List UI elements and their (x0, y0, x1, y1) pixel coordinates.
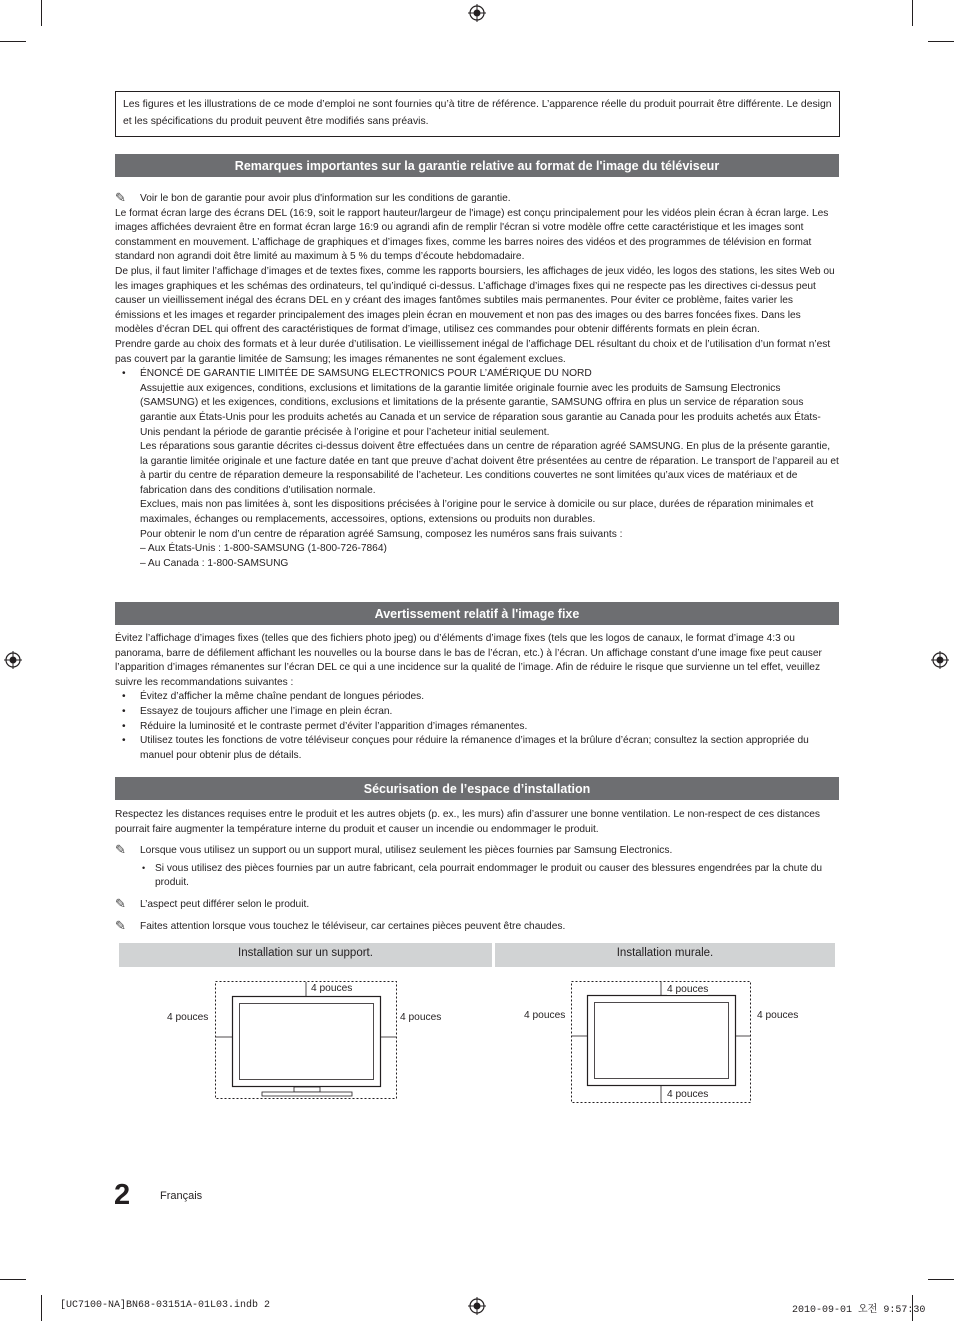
section-body-installation (115, 808, 839, 934)
registration-mark-icon (4, 651, 22, 669)
section-title-warranty: Remarques importantes sur la garantie relative au format de l'image du téléviseur (115, 154, 839, 177)
stand-left-clearance-label: 4 pouces (167, 1012, 209, 1023)
crop-mark (928, 1279, 954, 1280)
phone-us: – Aux États-Unis : 1-800-SAMSUNG (1-800-726-7864) (140, 543, 387, 555)
note-item: ✎ Lorsque vous utilisez un support ou un support mural, utilisez seulement les pièces fournies par Samsung Electronics. (115, 842, 673, 858)
paragraph: Les réparations sous garantie décrites ci-dessus doivent être effectuées dans un centre de réparation agréé SAMSUNG. En plus de la présente garantie, la garantie limitée originale et une facture datée en tant que preuve d’achat doivent être présentées au centre de réparation. Le transport de l’appareil au et à partir du centre de réparation demeure la responsabilité de l’acheteur. Les conditions couvertes ne sont limitées qu’aux vices de matériaux et de fabrication dans des conditions d’utilisation normale. (140, 441, 839, 496)
reference-notice: Les figures et les illustrations de ce mode d’emploi ne sont fournies qu’à titre de référence. L’apparence réelle du produit pourrait être différente. Le design et les spécifications du produit peuvent être modifiés sans préavis. (115, 91, 840, 137)
registration-mark-icon (468, 1297, 486, 1315)
wall-installation-header: Installation murale. (495, 943, 835, 967)
crop-mark (0, 1279, 26, 1280)
wall-right-clearance-label: 4 pouces (757, 1010, 799, 1021)
stand-installation-diagram (160, 975, 410, 1105)
section-title-installation: Sécurisation de l’espace d’installation (115, 777, 839, 800)
section-body-warranty (115, 192, 839, 571)
crop-mark (41, 1295, 42, 1321)
paragraph: Assujettie aux exigences, conditions, exclusions et limitations de la garantie limitée originale fournie avec les produits de Samsung Electronics (SAMSUNG) et les exigences, conditions, exclusions et limitations de la présente garantie, SAMSUNG offrira en plus un service de réparation sous garantie aux États-Unis pour les produits achetés au Canada et un service de réparation sous garantie au Canada pour les produits achetés aux États-Unis pendant la période de garantie précisée à l’origine et pour l’acheteur initial seulement. (140, 382, 821, 438)
print-date: 2010-09-01 오전 9:57:30 (792, 1305, 926, 1316)
registration-mark-icon (468, 4, 486, 22)
stand-right-clearance-label: 4 pouces (400, 1012, 442, 1023)
paragraph: Exclues, mais non pas limitées à, sont les dispositions précisées à l’origine pour le service à domicile ou sur place, durées de réparation minimales et maximales, échanges ou remplacements, accessoires, options, extensions ou produits non durables. (140, 499, 814, 526)
section-body-still-image (115, 632, 839, 763)
pencil-note-icon: ✎ (115, 895, 126, 911)
crop-mark (0, 41, 26, 42)
bullet-item: • Utilisez toutes les fonctions de votre téléviseur conçues pour réduire la rémanence d’images et la brûlure d’écran; consultez la section appropriée du manuel pour obtenir plus de détails. (115, 734, 839, 763)
language-label: Français (160, 1190, 203, 1202)
sub-bullet-item: • Si vous utilisez des pièces fournies par un autre fabricant, cela pourrait endommager le produit ou causer des blessures engendrées par la chute du produit. (115, 862, 839, 891)
wall-installation-diagram (560, 975, 760, 1105)
registration-mark-icon (931, 651, 949, 669)
page-number: 2 (114, 1179, 131, 1211)
note-item: ✎ Voir le bon de garantie pour avoir plus d'information sur les conditions de garantie. (115, 190, 511, 205)
paragraph: Pour obtenir le nom d’un centre de réparation agréé Samsung, composez les numéros sans frais suivants : (140, 528, 623, 540)
wall-left-clearance-label: 4 pouces (524, 1010, 566, 1021)
paragraph: Prendre garde au choix des formats et à leur durée d’utilisation. Le vieillissement inégal de l’affichage DEL résultant du choix et de l’utilisation d’un format n’est pas couvert par la garantie limitée de Samsung; les images rémanentes ne sont également exclues. (115, 338, 831, 365)
wall-bottom-clearance-label: 4 pouces (667, 1089, 709, 1100)
section-title-still-image: Avertissement relatif à l'image fixe (115, 602, 839, 625)
print-file-info: [UC7100-NA]BN68-03151A-01L03.indb 2 (60, 1300, 271, 1311)
phone-canada: – Au Canada : 1-800-SAMSUNG (140, 557, 289, 569)
paragraph: Le format écran large des écrans DEL (16:9, soit le rapport hauteur/largeur de l'image) est conçu principalement pour les vidéos plein écran à écran large. Les images affichées devraient être en format écran large 16:9 ou agrandi afin de remplir l'écran si votre modèle offre cette caractéristique et les images sont constamment en mouvement. L’affichage de graphiques et d’images fixes, comme les barres noires des vidéos et des programmes de télévision en format standard non agrandi doit être limité au maximum à 5 % du temps d’écoute hebdomadaire. (115, 207, 829, 263)
pencil-note-icon: ✎ (115, 190, 126, 205)
stand-top-clearance-label: 4 pouces (311, 983, 353, 994)
bullet-item: • Évitez d’afficher la même chaîne pendant de longues périodes. (115, 690, 839, 705)
crop-mark (41, 0, 42, 26)
paragraph: Respectez les distances requises entre le produit et les autres objets (p. ex., les murs) afin d’assurer une bonne ventilation. Le non-respect de ces distances pourrait faire augmenter la température interne du produit et causer un incendie ou endommager le produit. (115, 809, 821, 835)
note-item: ✎ L’aspect peut différer selon le produit. (115, 895, 310, 911)
crop-mark (928, 41, 954, 42)
pencil-note-icon: ✎ (115, 917, 126, 933)
stand-installation-header: Installation sur un support. (119, 943, 492, 967)
note-item: ✎ Faites attention lorsque vous touchez le téléviseur, car certaines pièces peuvent être chaudes. (115, 917, 566, 933)
bullet-item: • Essayez de toujours afficher une l’image en plein écran. (115, 705, 839, 720)
crop-mark (912, 0, 913, 26)
bullet-item: • Réduire la luminosité et le contraste permet d’éviter l’apparition d’images rémanentes. (115, 720, 839, 735)
pencil-note-icon: ✎ (115, 842, 126, 858)
bullet-item: • ÉNONCÉ DE GARANTIE LIMITÉE DE SAMSUNG ELECTRONICS POUR L’AMÉRIQUE DU NORD (115, 367, 839, 382)
paragraph: De plus, il faut limiter l’affichage d’images et de textes fixes, comme les rapports boursiers, les affichages de jeux vidéo, les logos des stations, les sites Web ou les images graphiques et les schémas des ordinateurs, tel qu’indiqué ci-dessus. L’affichage d’images fixes qui ne respecte pas les directives ci-dessus peut causer un vieillissement inégal des écrans DEL en y créant des images fantômes subtiles mais permanentes. Pour éviter ce problème, faites varier les émissions et les images et regarder principalement des images plein écran en mouvement et non pas des images ou des barres foncées fixes. Dans les modèles d’écran DEL qui offrent des caractéristiques de format d’image, utilisez ces commandes pour obtenir différents formats en plein écran. (115, 265, 835, 336)
paragraph: Évitez l’affichage d’images fixes (telles que des fichiers photo jpeg) ou d’éléments d’image fixes (tels que les logos de canaux, le format d’image 4:3 ou panorama, barre de défilement affichant les nouvelles ou la bourse dans le bas de l’écran, etc.) à l’écran. Un affichage constant d’une image fixe peut causer l’apparition d’images rémanentes sur l’écran DEL ce qui a une incidence sur la qualité de l’image. Afin de réduire le risque que survienne un tel effet, veuillez suivre les recommandations suivantes : (115, 633, 822, 688)
wall-top-clearance-label: 4 pouces (667, 984, 709, 995)
